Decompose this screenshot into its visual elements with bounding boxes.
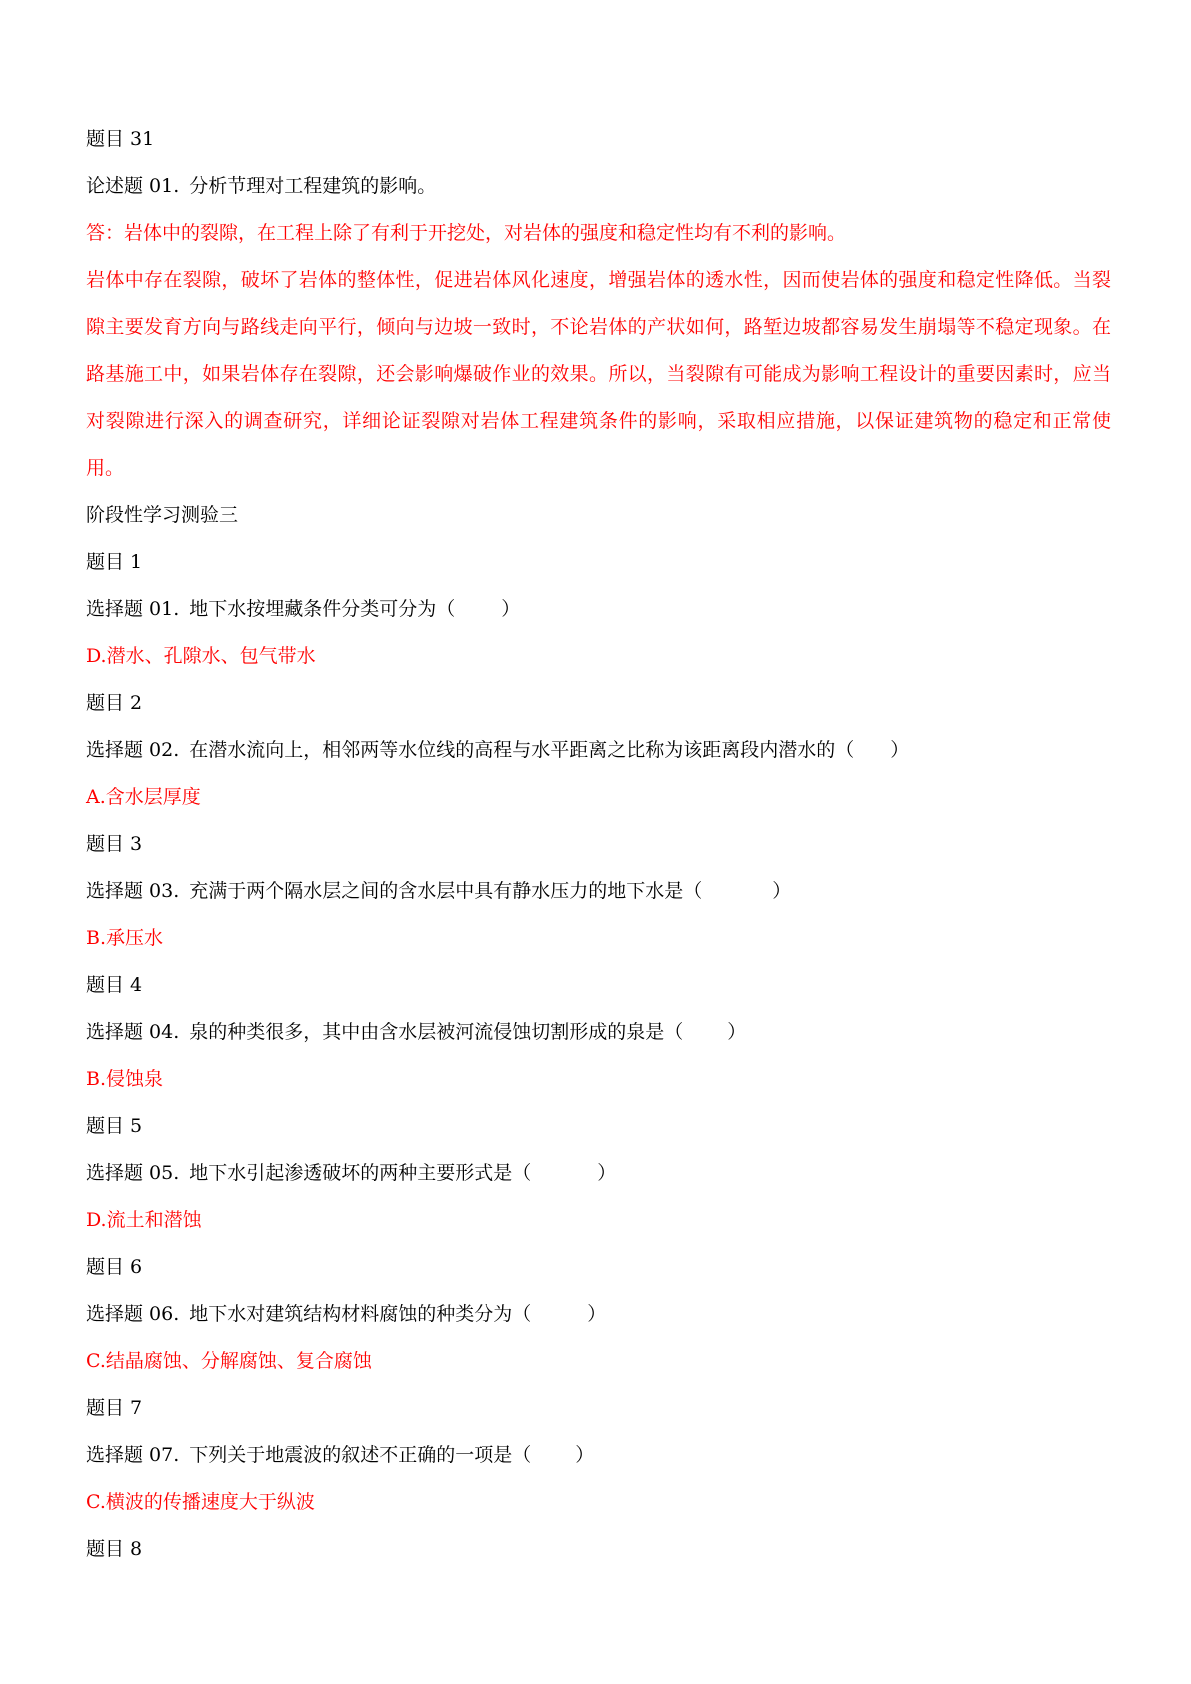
closing-paren: ） xyxy=(587,1303,607,1325)
question-prefix: 选择题 05. xyxy=(86,1162,180,1184)
answer-choice: B.侵蚀泉 xyxy=(86,1068,164,1090)
closing-paren: ） xyxy=(501,598,521,620)
closing-paren: ） xyxy=(727,1021,747,1043)
section-title: 阶段性学习测验三 xyxy=(86,504,239,526)
answer-choice: D.流土和潜蚀 xyxy=(86,1209,202,1231)
choice-question xyxy=(86,1432,1111,1479)
answer-choice: C.结晶腐蚀、分解腐蚀、复合腐蚀 xyxy=(86,1350,372,1372)
question-number: 题目 31 xyxy=(86,128,155,150)
question-number: 题目 2 xyxy=(86,692,143,714)
question-number: 题目 1 xyxy=(86,551,143,573)
question-prefix: 选择题 04. xyxy=(86,1021,180,1043)
question-number: 题目 5 xyxy=(86,1115,143,1137)
question-prefix: 选择题 02. xyxy=(86,739,180,761)
closing-paren: ） xyxy=(890,739,910,761)
question-number: 题目 4 xyxy=(86,974,143,996)
question-text: 地下水引起渗透破坏的两种主要形式是（ xyxy=(189,1162,532,1184)
question-prefix: 选择题 06. xyxy=(86,1303,180,1325)
choice-question xyxy=(86,1291,1111,1338)
essay-question xyxy=(86,163,1111,210)
choice-question xyxy=(86,1009,1111,1056)
choice-question xyxy=(86,586,1111,633)
question-prefix: 论述题 01. xyxy=(86,175,180,197)
question-text: 地下水对建筑结构材料腐蚀的种类分为（ xyxy=(189,1303,532,1325)
answer-choice: A.含水层厚度 xyxy=(86,786,201,808)
question-number: 题目 6 xyxy=(86,1256,143,1278)
question-prefix: 选择题 01. xyxy=(86,598,180,620)
choice-question xyxy=(86,1150,1111,1197)
closing-paren: ） xyxy=(772,880,792,902)
closing-paren: ） xyxy=(575,1444,595,1466)
question-text: 在潜水流向上，相邻两等水位线的高程与水平距离之比称为该距离段内潜水的（ xyxy=(189,739,855,761)
choice-question xyxy=(86,727,1111,774)
closing-paren: ） xyxy=(597,1162,617,1184)
question-prefix: 选择题 03. xyxy=(86,880,180,902)
choice-question xyxy=(86,868,1111,915)
question-number: 题目 7 xyxy=(86,1397,143,1419)
question-text: 地下水按埋藏条件分类可分为（ xyxy=(189,598,456,620)
question-number: 题目 3 xyxy=(86,833,143,855)
question-text: 下列关于地震波的叙述不正确的一项是（ xyxy=(189,1444,532,1466)
document-page xyxy=(86,116,1111,1573)
answer-body: 岩体中存在裂隙，破坏了岩体的整体性，促进岩体风化速度，增强岩体的透水性，因而使岩体的强度和稳定性降低。当裂隙主要发育方向与路线走向平行，倾向与边坡一致时，不论岩体的产状如何，路堑边坡都容易发生崩塌等不稳定现象。在路基施工中，如果岩体存在裂隙，还会影响爆破作业的效果。所以，当裂隙有可能成为影响工程设计的重要因素时，应当对裂隙进行深入的调查研究，详细论证裂隙对岩体工程建筑条件的影响，采取相应措施，以保证建筑物的稳定和正常使用。 xyxy=(86,269,1111,479)
answer-choice: C.横波的传播速度大于纵波 xyxy=(86,1491,315,1513)
question-text: 泉的种类很多，其中由含水层被河流侵蚀切割形成的泉是（ xyxy=(189,1021,684,1043)
question-prefix: 选择题 07. xyxy=(86,1444,180,1466)
question-number: 题目 8 xyxy=(86,1538,143,1560)
answer-choice: D.潜水、孔隙水、包气带水 xyxy=(86,645,316,667)
question-text: 分析节理对工程建筑的影响。 xyxy=(189,175,437,197)
answer-choice: B.承压水 xyxy=(86,927,164,949)
question-text: 充满于两个隔水层之间的含水层中具有静水压力的地下水是（ xyxy=(189,880,703,902)
answer-intro: 答：岩体中的裂隙，在工程上除了有利于开挖处，对岩体的强度和稳定性均有不利的影响。 xyxy=(86,222,847,244)
